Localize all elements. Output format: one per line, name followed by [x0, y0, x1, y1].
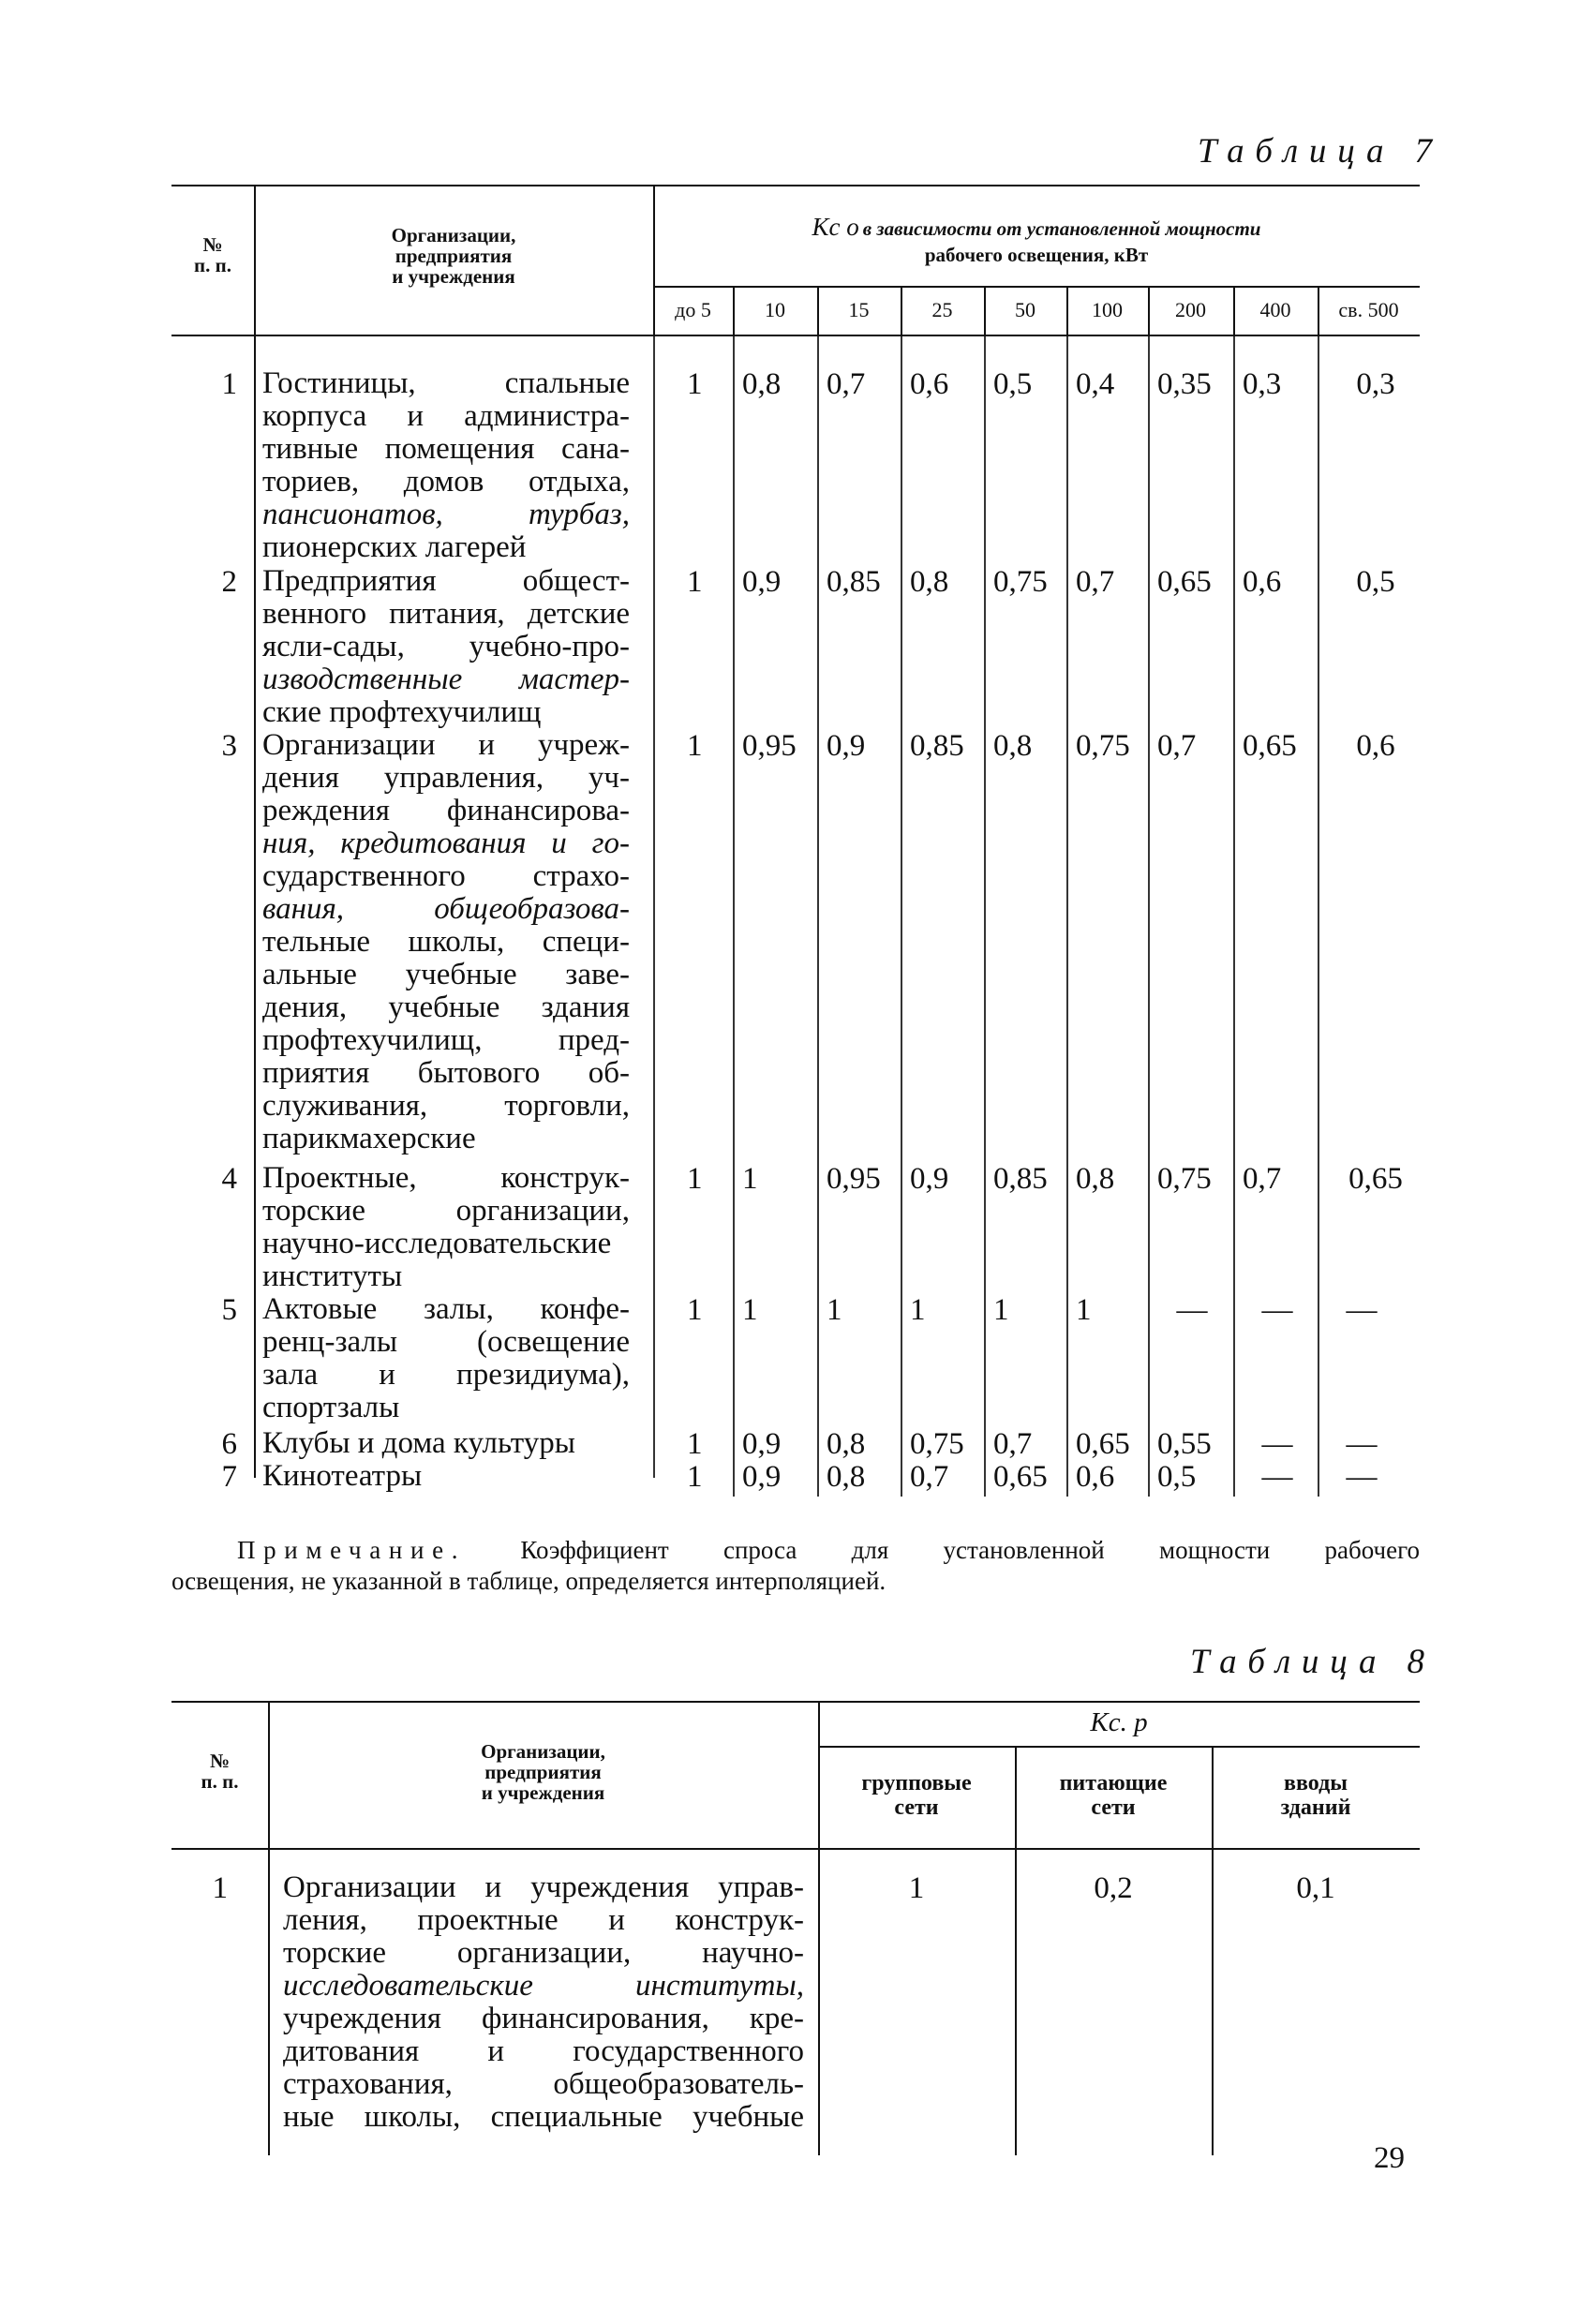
kco-symbol: Kс о: [812, 213, 859, 241]
power-column-header: 25: [931, 298, 953, 321]
org-line: тельные школы, специ-: [262, 925, 630, 959]
table7-row-organization: [262, 367, 630, 564]
table7-value-cell: 0,75: [910, 1427, 964, 1461]
org-line: вания, общеобразова-: [262, 892, 630, 926]
table7-value-cell: 0,6: [910, 367, 949, 401]
power-column-header: 100: [1092, 298, 1123, 321]
table7-value-cell: 0,7: [1076, 565, 1115, 599]
table7-value-cell: —: [1261, 1460, 1293, 1494]
power-column-header: св. 500: [1338, 298, 1399, 321]
org-line: приятия бытового об-: [262, 1056, 630, 1090]
kco-text-2: рабочего освещения, кВт: [924, 244, 1149, 266]
org-line: альные учебные заве-: [262, 958, 630, 991]
org-line: Гостиницы, спальные: [262, 366, 630, 400]
table7-row-number: 6: [221, 1427, 237, 1461]
table7-value-cell: 0,65: [1076, 1427, 1130, 1461]
table7-value-cell: 0,95: [827, 1162, 881, 1196]
org-line: Предприятия общест-: [262, 564, 630, 598]
table7-value-cell: 1: [687, 1460, 703, 1494]
table7-value-cell: 0,8: [827, 1427, 866, 1461]
table7-value-cell: 1: [827, 1293, 842, 1327]
table8-header-org: Организации, предприятия и учреждения: [481, 1740, 605, 1804]
table7-value-cell: 0,7: [1157, 729, 1197, 763]
table7-value-cell: 0,75: [993, 565, 1048, 599]
table7-value-cell: 0,7: [827, 367, 866, 401]
table8-row-number: 1: [212, 1871, 228, 1905]
org-line: сударственного страхо-: [262, 859, 630, 893]
table7-value-cell: 1: [742, 1293, 758, 1327]
table7-value-cell: 0,8: [742, 367, 782, 401]
table7-value-cell: 0,3: [1356, 367, 1395, 401]
table7-value-cell: 0,5: [1356, 565, 1395, 599]
table7-value-cell: 0,9: [742, 1427, 782, 1461]
power-column-header: 50: [1015, 298, 1035, 321]
org-line: научно-исследовательские: [262, 1227, 612, 1260]
table7-value-cell: 0,9: [910, 1162, 949, 1196]
org-line: ясли-сады, учебно-про-: [262, 630, 630, 663]
org-line: пансионатов, турбаз,: [262, 498, 630, 531]
org-line: ские профтехучилищ: [262, 695, 542, 729]
table7-value-cell: 0,55: [1157, 1427, 1212, 1461]
note-label: Примечание.: [237, 1536, 467, 1564]
org-line: служивания, торговли,: [262, 1089, 630, 1123]
table7-value-cell: —: [1346, 1460, 1378, 1494]
table7-header-kco: [653, 213, 1420, 267]
org-line: зала и президиума),: [262, 1358, 630, 1392]
table7-value-cell: 1: [687, 1293, 703, 1327]
table7-value-cell: 1: [687, 1427, 703, 1461]
table7-value-cell: 0,5: [1157, 1460, 1197, 1494]
org-line: Актовые залы, конфе-: [262, 1292, 630, 1326]
org-line: исследовательские институты,: [283, 1969, 804, 2003]
table8-column-header: групповые сети: [861, 1771, 972, 1820]
table7-note: [171, 1535, 1420, 1597]
table7-value-cell: 0,9: [742, 1460, 782, 1494]
table7-value-cell: 1: [687, 729, 703, 763]
table7-header-no: № п. п.: [194, 233, 231, 276]
table7-row-number: 1: [221, 367, 237, 401]
table7-value-cell: 0,85: [827, 565, 881, 599]
table7-value-cell: 0,35: [1157, 367, 1212, 401]
table8-value-cell: 0,2: [1094, 1871, 1133, 1905]
table7-value-cell: 0,9: [827, 729, 866, 763]
table7-value-cell: —: [1261, 1293, 1293, 1327]
power-column-header: 10: [765, 298, 785, 321]
table7-value-cell: 0,65: [1157, 565, 1212, 599]
table7-value-cell: 0,4: [1076, 367, 1115, 401]
note-text-2: освещения, не указанной в таблице, определяется интерполяцией.: [171, 1567, 886, 1595]
power-column-header: 15: [848, 298, 870, 321]
table7-value-cell: 1: [742, 1162, 758, 1196]
table7-value-cell: 0,95: [742, 729, 797, 763]
table7-value-cell: 0,8: [993, 729, 1033, 763]
table7-value-cell: 0,75: [1076, 729, 1130, 763]
table7-value-cell: 0,8: [1076, 1162, 1115, 1196]
org-line: спортзалы: [262, 1391, 400, 1424]
table8-header-no: № п. п.: [201, 1750, 239, 1793]
org-line: ториев, домов отдыха,: [262, 465, 630, 499]
org-line: ные школы, специальные учебные: [283, 2100, 804, 2134]
table8-row-organization: [283, 1871, 804, 2134]
table8-value-cell: 1: [908, 1871, 925, 1905]
table8-caption: Таблица 8: [1190, 1643, 1436, 1681]
org-line: профтехучилищ, пред-: [262, 1023, 630, 1057]
table7-value-cell: 0,85: [993, 1162, 1048, 1196]
table7-value-cell: 1: [687, 1162, 703, 1196]
table8-value-cell: 0,1: [1296, 1871, 1335, 1905]
table7-row-organization: [262, 1162, 630, 1293]
table7-value-cell: 0,5: [993, 367, 1033, 401]
org-line: торские организации, научно-: [283, 1936, 804, 1970]
table7-value-cell: 0,6: [1076, 1460, 1115, 1494]
table7-value-cell: 0,65: [1348, 1162, 1403, 1196]
org-line: дитования и государственного: [283, 2034, 804, 2068]
table7-value-cell: 0,9: [742, 565, 782, 599]
table7-value-cell: 0,7: [993, 1427, 1033, 1461]
org-line: Организации и учреж-: [262, 728, 630, 762]
org-line: тивные помещения сана-: [262, 432, 630, 466]
kco-text-1: в зависимости от установленной мощности: [862, 217, 1261, 240]
table7-value-cell: —: [1176, 1293, 1208, 1327]
table7-value-cell: 0,75: [1157, 1162, 1212, 1196]
org-line: изводственные мастер-: [262, 663, 630, 696]
table7-row-organization: [262, 565, 630, 729]
org-line: дения управления, уч-: [262, 761, 630, 795]
org-line: ния, кредитования и го-: [262, 827, 630, 860]
table7-value-cell: 0,85: [910, 729, 964, 763]
org-line: Организации и учреждения управ-: [283, 1870, 804, 1904]
org-line: корпуса и администра-: [262, 399, 630, 433]
table7-row-organization: [262, 1293, 630, 1424]
org-line: реждения финансирова-: [262, 794, 630, 827]
table7-row-organization: [262, 1427, 630, 1460]
table7-row-number: 7: [221, 1460, 237, 1494]
table7-row-number: 2: [221, 565, 237, 599]
org-line: ления, проектные и конструк-: [283, 1903, 804, 1937]
table7-value-cell: 1: [1076, 1293, 1092, 1327]
page-number: 29: [1374, 2141, 1405, 2175]
table7-value-cell: 0,7: [1243, 1162, 1282, 1196]
table7-row-organization: [262, 1460, 630, 1493]
table7-value-cell: 0,65: [993, 1460, 1048, 1494]
table7-value-cell: 0,7: [910, 1460, 949, 1494]
power-column-header: 400: [1259, 298, 1291, 321]
org-line: венного питания, детские: [262, 597, 630, 631]
table7-value-cell: 0,6: [1243, 565, 1282, 599]
table7-value-cell: —: [1346, 1293, 1378, 1327]
table8-column-header: питающие сети: [1059, 1771, 1168, 1820]
table7-value-cell: 1: [687, 565, 703, 599]
org-line: Проектные, конструк-: [262, 1161, 630, 1195]
table7-value-cell: 1: [993, 1293, 1009, 1327]
table7-header-org: Организации, предприятия и учреждения: [391, 224, 516, 288]
power-column-header: до 5: [675, 298, 711, 321]
table7-caption: Таблица 7: [1198, 132, 1443, 171]
table7-value-cell: 1: [910, 1293, 926, 1327]
table7-value-cell: —: [1261, 1427, 1293, 1461]
table7-value-cell: —: [1346, 1427, 1378, 1461]
table7-value-cell: 0,65: [1243, 729, 1297, 763]
org-line: парикмахерские: [262, 1122, 476, 1155]
table7-value-cell: 0,3: [1243, 367, 1282, 401]
power-column-header: 200: [1175, 298, 1206, 321]
table7-value-cell: 1: [687, 367, 703, 401]
note-text-1: Коэффициент спроса для установленной мощности рабочего: [520, 1536, 1420, 1564]
table7-row-number: 5: [221, 1293, 237, 1327]
org-line: торские организации,: [262, 1194, 630, 1228]
table7-row-number: 3: [221, 729, 237, 763]
table7-value-cell: 0,8: [827, 1460, 866, 1494]
org-line: страхования, общеобразователь-: [283, 2067, 804, 2101]
table7-row-organization: [262, 729, 630, 1155]
table8-column-header: вводы зданий: [1280, 1771, 1351, 1820]
org-line: учреждения финансирования, кре-: [283, 2002, 804, 2035]
org-line: институты: [262, 1259, 403, 1293]
org-line: ренц-залы (освещение: [262, 1325, 630, 1359]
org-line: дения, учебные здания: [262, 991, 630, 1024]
table8-header-kcr: Kс. р: [1090, 1707, 1148, 1737]
table7-value-cell: 0,8: [910, 565, 949, 599]
table7-row-number: 4: [221, 1162, 237, 1196]
org-line: Кинотеатры: [262, 1459, 423, 1493]
table7-value-cell: 0,6: [1356, 729, 1395, 763]
org-line: пионерских лагерей: [262, 530, 527, 564]
org-line: Клубы и дома культуры: [262, 1426, 575, 1460]
